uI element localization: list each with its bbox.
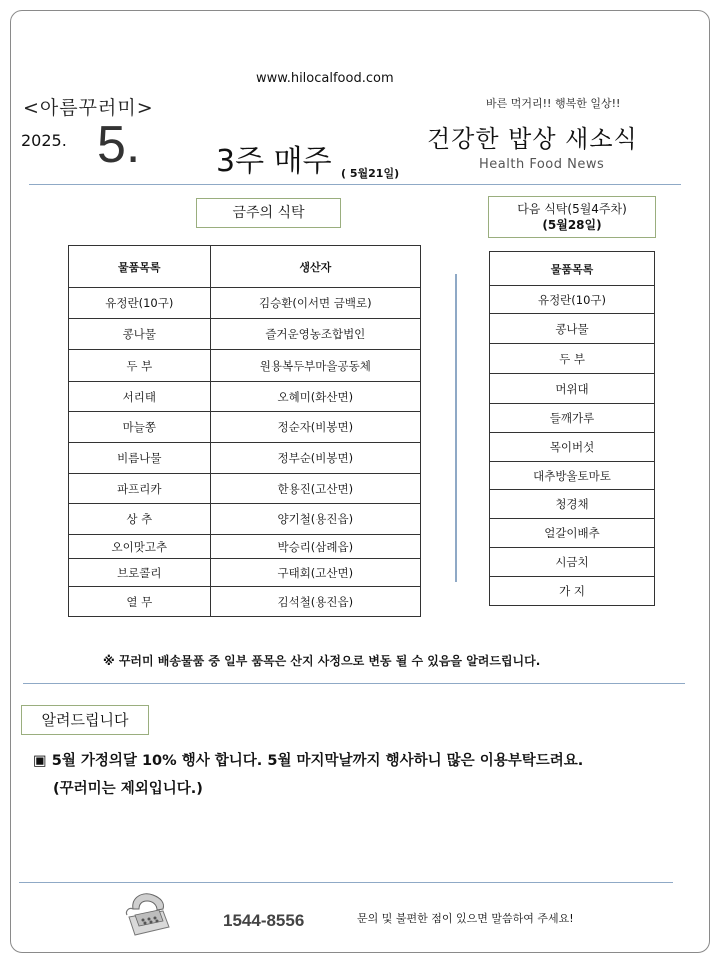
item-cell: 파프리카 — [69, 474, 211, 504]
next-item-cell: 두 부 — [490, 344, 655, 374]
producer-cell: 정부순(비봉면) — [210, 443, 420, 474]
notice-text: ※ 꾸러미 배송물품 중 일부 품목은 산지 사정으로 변동 될 수 있음을 알려드립니다. — [103, 654, 541, 668]
table-row — [69, 504, 421, 535]
table-row — [69, 587, 421, 617]
phone-number: 1544-8556 — [223, 911, 305, 930]
announcement-text — [33, 747, 583, 803]
next-item-cell: 가 지 — [490, 577, 655, 606]
column-header-producer: 생산자 — [210, 246, 420, 288]
this-week-table — [68, 245, 421, 617]
website-url: www.hilocalfood.com — [256, 71, 394, 86]
next-week-date: (5월28일) — [542, 218, 602, 232]
item-cell: 콩나물 — [69, 319, 211, 350]
issue-month: 5. — [97, 116, 141, 174]
next-item-cell: 들깨가루 — [490, 404, 655, 433]
next-item-cell: 콩나물 — [490, 314, 655, 344]
item-cell: 유정란(10구) — [69, 288, 211, 319]
item-cell: 오이맛고추 — [69, 535, 211, 559]
issue-week: 3주 매주 — [216, 144, 332, 179]
telephone-icon — [123, 887, 171, 939]
section-divider — [23, 683, 685, 684]
newsletter-page — [10, 10, 710, 953]
next-week-table-body — [490, 286, 655, 606]
table-row — [490, 374, 655, 404]
issue-date: ( 5월21일) — [341, 167, 400, 180]
table-row — [490, 577, 655, 606]
contact-note: 문의 및 불편한 점이 있으면 말씀하여 주세요! — [357, 912, 574, 925]
producer-cell: 즐거운영농조합법인 — [210, 319, 420, 350]
table-row — [490, 519, 655, 548]
table-row — [490, 433, 655, 462]
producer-cell: 구태회(고산면) — [210, 559, 420, 587]
producer-cell: 양기철(용진읍) — [210, 504, 420, 535]
next-item-cell: 대추방울토마토 — [490, 462, 655, 490]
next-item-cell: 청경채 — [490, 490, 655, 519]
column-divider — [455, 274, 457, 582]
slogan: 바른 먹거리!! 행복한 일상!! — [486, 97, 621, 110]
footer-divider — [19, 882, 673, 883]
item-cell: 서리태 — [69, 382, 211, 412]
producer-cell: 원용복두부마을공동체 — [210, 350, 420, 382]
item-cell: 상 추 — [69, 504, 211, 535]
item-cell: 두 부 — [69, 350, 211, 382]
announcement-label: 알려드립니다 — [21, 705, 149, 735]
next-week-title: 다음 식탁(5월4주차) — [517, 202, 627, 216]
item-cell: 비름나물 — [69, 443, 211, 474]
producer-cell: 박승리(삼례읍) — [210, 535, 420, 559]
table-row — [490, 462, 655, 490]
table-row — [490, 404, 655, 433]
table-row — [69, 559, 421, 587]
announcement-line-1: ▣ 5월 가정의달 10% 행사 합니다. 5월 마지막날까지 행사하니 많은 이용부탁드려요. — [33, 753, 584, 769]
table-row — [69, 319, 421, 350]
producer-cell: 한용진(고산면) — [210, 474, 420, 504]
producer-cell: 김승환(이서면 금백로) — [210, 288, 420, 319]
column-header-next-items: 물품목록 — [490, 252, 655, 286]
table-row — [69, 474, 421, 504]
column-header-items: 물품목록 — [69, 246, 211, 288]
this-week-label: 금주의 식탁 — [196, 198, 341, 228]
table-row — [69, 382, 421, 412]
next-week-table — [489, 251, 655, 606]
producer-cell: 김석철(용진읍) — [210, 587, 420, 617]
header-divider — [29, 184, 681, 185]
table-row — [69, 412, 421, 443]
next-item-cell: 목이버섯 — [490, 433, 655, 462]
table-row — [490, 548, 655, 577]
item-cell: 열 무 — [69, 587, 211, 617]
table-row — [490, 490, 655, 519]
issue-year: 2025. — [21, 131, 67, 150]
this-week-table-body — [69, 288, 421, 617]
table-row — [490, 314, 655, 344]
table-row — [490, 286, 655, 314]
brand-name: <아름꾸러미> — [23, 97, 154, 119]
producer-cell: 정순자(비봉면) — [210, 412, 420, 443]
next-item-cell: 시금치 — [490, 548, 655, 577]
next-item-cell: 유정란(10구) — [490, 286, 655, 314]
item-cell: 마늘쫑 — [69, 412, 211, 443]
producer-cell: 오혜미(화산면) — [210, 382, 420, 412]
table-row — [69, 443, 421, 474]
next-week-label — [488, 196, 656, 238]
announcement-line-2: (꾸러미는 제외입니다.) — [53, 781, 203, 797]
table-row — [69, 535, 421, 559]
item-cell: 브로콜리 — [69, 559, 211, 587]
news-title: 건강한 밥상 새소식 — [427, 125, 638, 153]
news-subtitle: Health Food News — [479, 157, 605, 172]
next-item-cell: 머위대 — [490, 374, 655, 404]
table-row — [69, 288, 421, 319]
table-row — [490, 344, 655, 374]
next-item-cell: 얼갈이배추 — [490, 519, 655, 548]
table-row — [69, 350, 421, 382]
